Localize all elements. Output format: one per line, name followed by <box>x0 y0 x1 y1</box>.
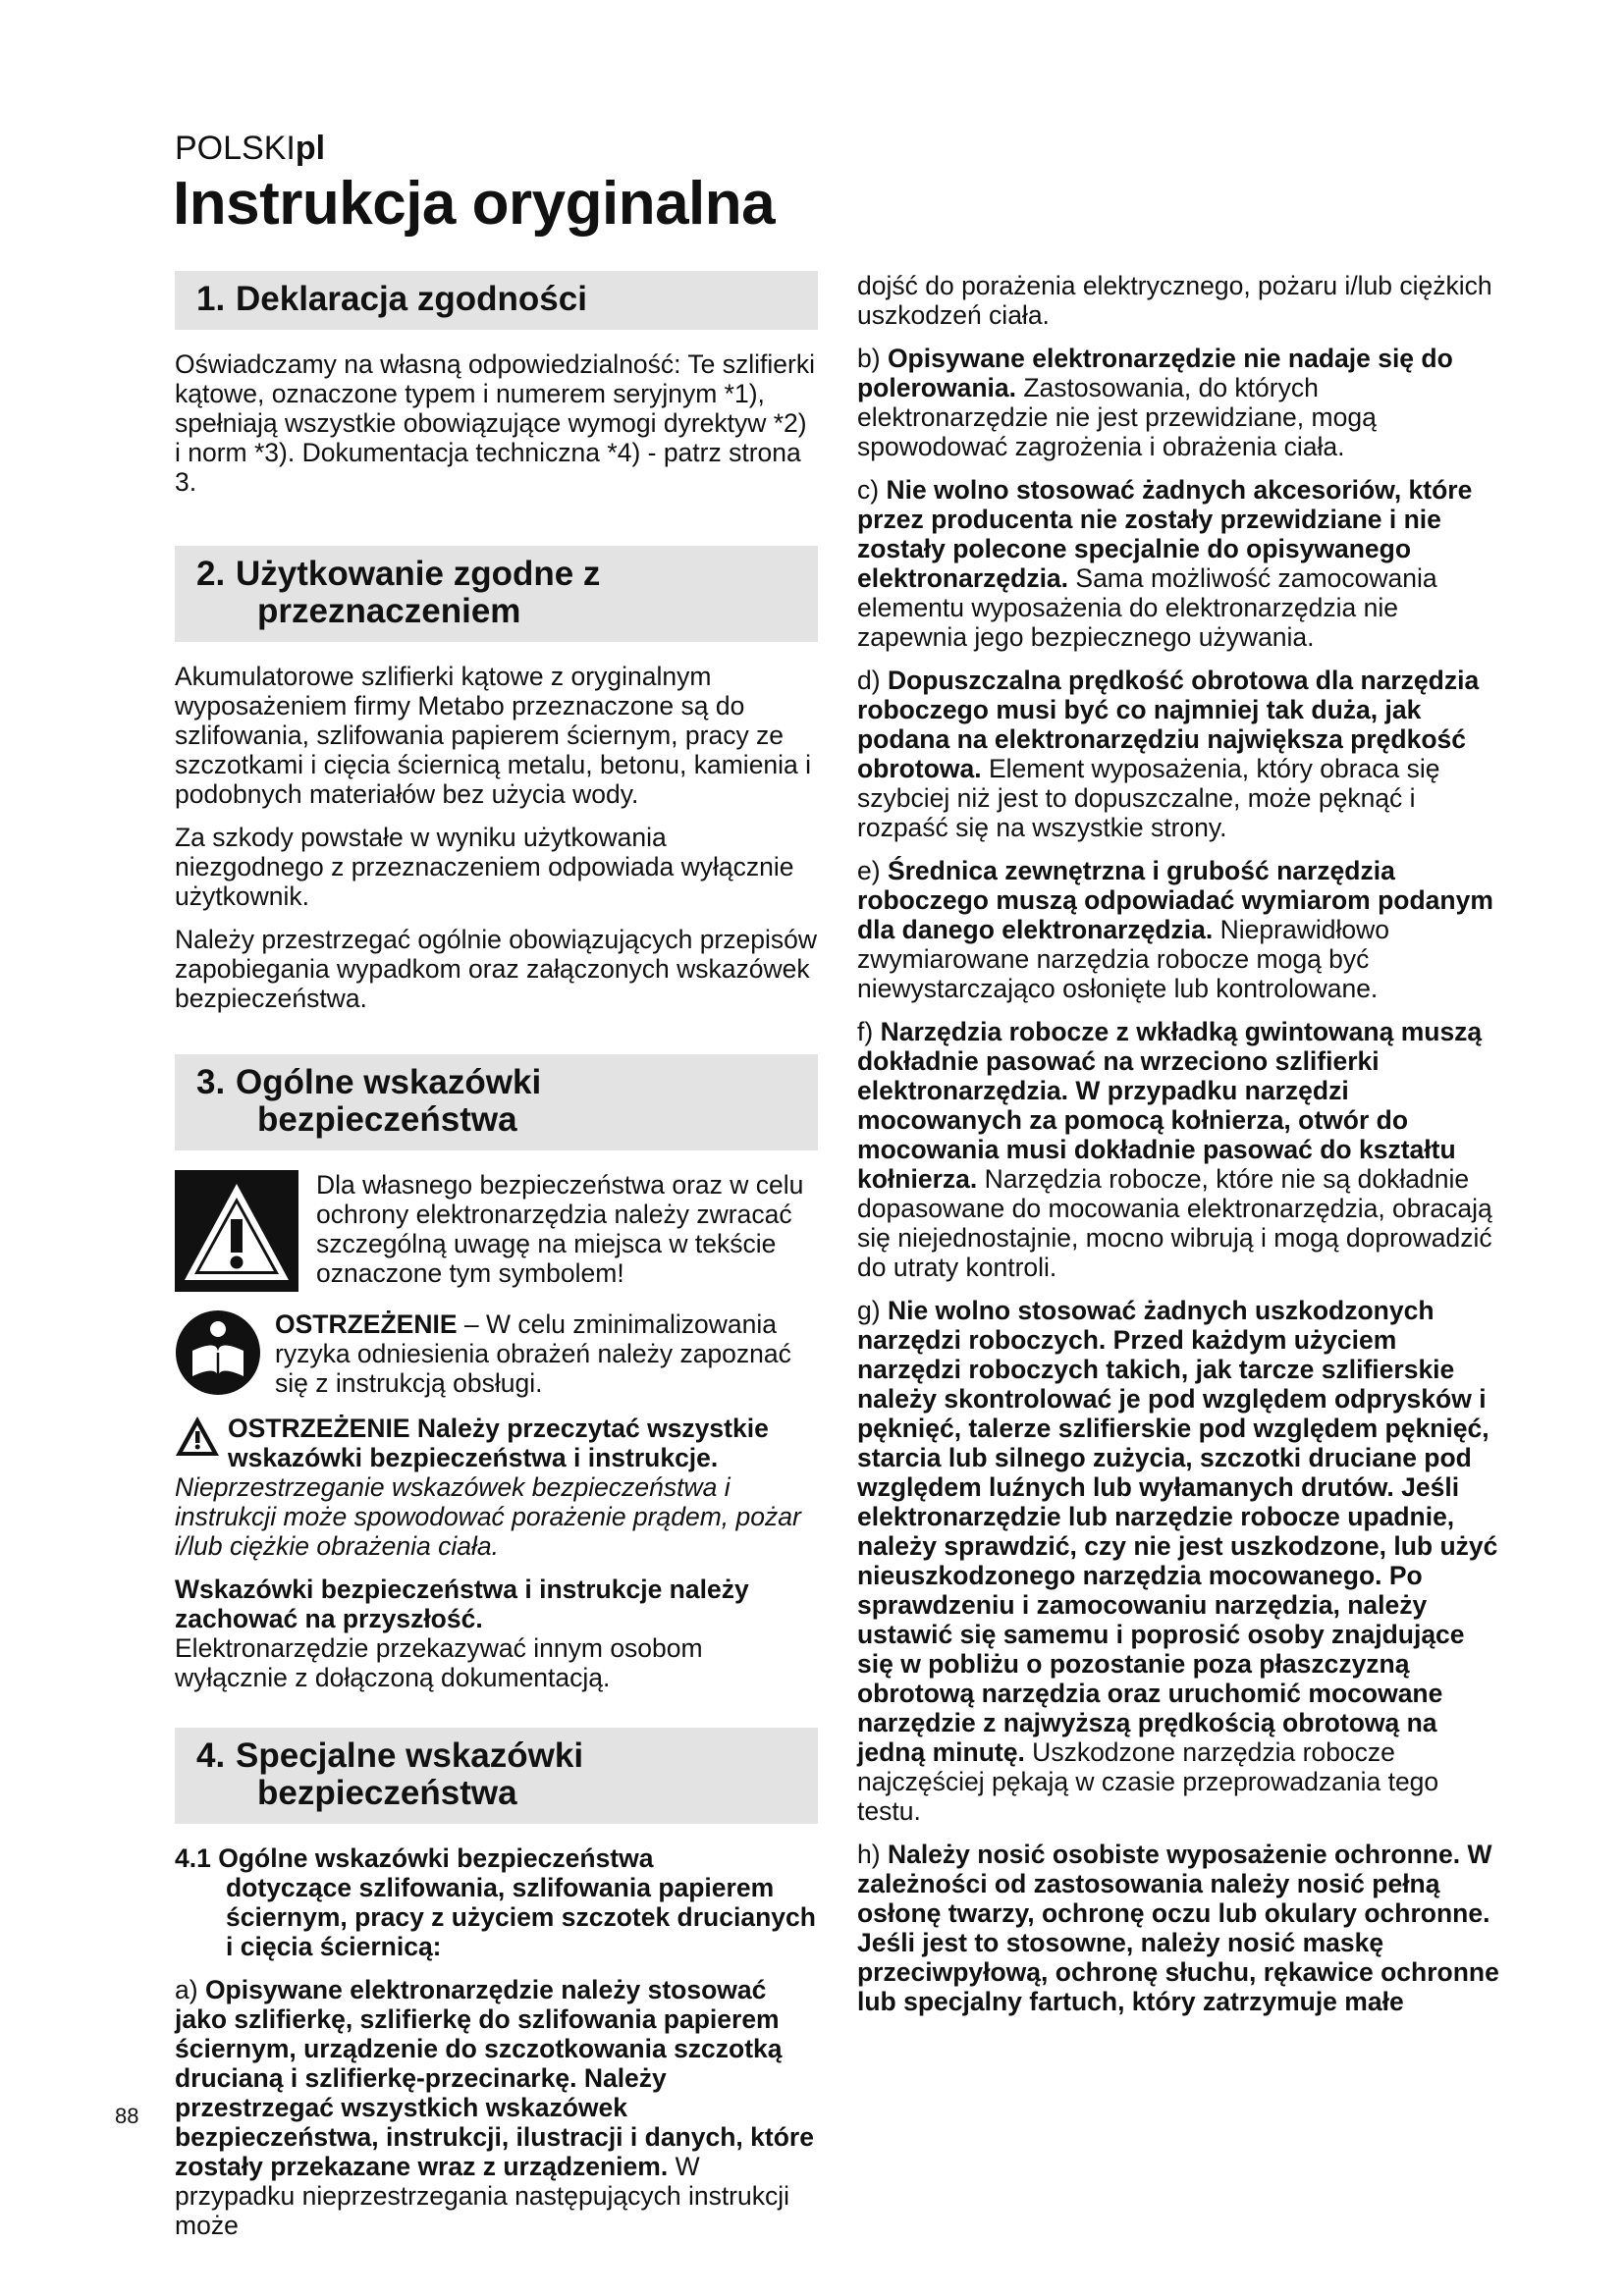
item-f-label: f) <box>857 1017 881 1046</box>
subsection-4-1-number: 4.1 <box>175 1843 211 1873</box>
read-manual-note <box>175 1309 818 1402</box>
item-c <box>857 475 1505 652</box>
read-manual-warning-label: OSTRZEŻENIE <box>275 1309 458 1339</box>
section-4-header <box>175 1728 818 1824</box>
section-2-header <box>175 546 818 642</box>
language-code: pl <box>295 130 326 167</box>
item-e <box>857 856 1505 1003</box>
item-e-bold: Średnica zewnętrzna i grubość narzędzia roboczego muszą odpowiadać wymiarom podanym dla danego elektronarzędzia. <box>857 856 1493 944</box>
item-b-bold: Opisywane elektronarzędzie nie nadaje się do polerowania. <box>857 344 1453 402</box>
language-name: POLSKI <box>175 130 296 167</box>
section-3-number: 3. <box>196 1063 226 1101</box>
item-c-bold: Nie wolno stosować żadnych akcesoriów, które przez producenta nie zostały przewidziane i nie zostały polecone specjalnie do opisywanego elektronarzędzia. <box>857 475 1473 593</box>
item-g-label: g) <box>857 1296 888 1325</box>
item-b <box>857 344 1505 461</box>
item-a-text: W przypadku nieprzestrzegania następujących instrukcji może <box>175 2152 790 2240</box>
item-h <box>857 1840 1505 2016</box>
item-h-label: h) <box>857 1840 888 1869</box>
right-column <box>857 271 1505 2030</box>
item-a-bold: Opisywane elektronarzędzie należy stosować jako szlifierkę, szlifierkę do szlifowania papierem ściernym, urządzenie do szczotkowania szczotką drucianą i szlifierkę-przecinarkę. Należy przestrzegać wszystkich wskazówek bezpieczeństwa, instrukcji, ilustracji i danych, które zostały przekazane wraz z urządzeniem. <box>175 1975 814 2181</box>
section-3-title-line1: Ogólne wskazówki <box>236 1063 542 1101</box>
section-1-number: 1. <box>196 280 226 318</box>
page-number: 88 <box>115 2104 139 2128</box>
item-f-bold: Narzędzia robocze z wkładką gwintowaną muszą dokładnie pasować na wrzeciono szlifierki elektronarzędzia. W przypadku narzędzi mocowanych za pomocą kołnierza, otwór do mocowania musi dokładnie pasować do kształtu kołnierza. <box>857 1017 1483 1194</box>
item-e-text: Nieprawidłowo zwymiarowane narzędzia robocze mogą być niewystarczająco osłonięte lub kontrolowane. <box>857 915 1389 1003</box>
item-e-label: e) <box>857 856 888 885</box>
section-3-title-line2: bezpieczeństwa <box>257 1100 517 1139</box>
item-d-bold: Dopuszczalna prędkość obrotowa dla narzędzia roboczego musi być co najmniej tak duża, jak podana na elektronarzędziu największa prędkość obrotowa. <box>857 666 1480 783</box>
item-g-bold: Nie wolno stosować żadnych uszkodzonych narzędzi roboczych. Przed każdym użyciem narzędzi roboczych takich, jak tarcze szlifierskie należy skontrolować je pod względem odprysków i pęknięć, talerze szlifierskie pod względem pęknięć, starcia lub silnego zużycia, szczotki druciane pod względem luźnych lub wyłamanych drutów. Jeśli elektronarzędzie lub narzędzie robocze upadnie, należy sprawdzić, czy nie jest uszkodzone, lub użyć nieuszkodzonego narzędzia mocowanego. Po sprawdzeniu i zamocowaniu narzędzia, należy ustawić się samemu i poprosić osoby znajdujące się w pobliżu o pozostanie poza płaszczyzną obrotową narzędzia oraz uruchomić mocowane narzędzie z najwyższą prędkością obrotową na jedną minutę. <box>857 1296 1498 1767</box>
warning-symbol-note <box>175 1170 818 1298</box>
page-title: Instrukcja oryginalna <box>173 170 776 238</box>
item-f-text: Narzędzia robocze, które nie są dokładnie dopasowane do mocowania elektronarzędzia, obracają się niejednostajnie, mocno wibrują i mogą doprowadzić do utraty kontroli. <box>857 1164 1492 1282</box>
section-1-text: Oświadczamy na własną odpowiedzialność: Te szlifierki kątowe, oznaczone typem i numerem seryjnym *1), spełniają wszystkie obowiązujące wymogi dyrektyw *2) i norm *3). Dokumentacja techniczna *4) - patrz strona 3. <box>175 349 815 497</box>
item-b-label: b) <box>857 344 888 373</box>
section-2-title-line2: przeznaczeniem <box>257 592 521 630</box>
item-f <box>857 1017 1505 1282</box>
item-a <box>175 1975 818 2240</box>
item-c-label: c) <box>857 475 887 505</box>
section-1-header <box>175 271 818 330</box>
language-label <box>175 130 325 168</box>
item-h-bold: Należy nosić osobiste wyposażenie ochronne. W zależności od zastosowania należy nosić pełną osłonę twarzy, ochronę oczu lub okulary ochronne. Jeśli jest to stosowne, należy nosić maskę przeciwpyłową, ochronę słuchu, rękawice ochronne lub specjalny fartuch, który zatrzymuje małe <box>857 1840 1499 2016</box>
item-a-label: a) <box>175 1975 205 2004</box>
warning-note-text: Dla własnego bezpieczeństwa oraz w celu ochrony elektronarzędzia należy zwracać szczególną uwagę na miejsca w tekście oznaczone tym symbolem! <box>316 1170 804 1288</box>
item-d-label: d) <box>857 666 888 695</box>
read-all-instructions-bold: OSTRZEŻENIE Należy przeczytać wszystkie wskazówki bezpieczeństwa i instrukcje. <box>228 1414 769 1472</box>
section-4-number: 4. <box>196 1736 226 1775</box>
section-2-paragraph-1: Akumulatorowe szlifierki kątowe z oryginalnym wyposażeniem firmy Metabo przeznaczone są do szlifowania, szlifowania papierem ściernym, pracy ze szczotkami i cięcia ściernicą metalu, betonu, kamienia i podobnych materiałów bez użycia wody. <box>175 662 812 809</box>
left-column <box>175 271 818 2254</box>
subsection-4-1-line1: Ogólne wskazówki bezpieczeństwa <box>218 1843 654 1873</box>
section-3-header <box>175 1054 818 1150</box>
section-4-title-line2: bezpieczeństwa <box>257 1774 517 1812</box>
read-all-instructions-italic: Nieprzestrzeganie wskazówek bezpieczeństwa i instrukcji może spowodować porażenie prądem, pożar i/lub ciężkie obrażenia ciała. <box>175 1472 801 1561</box>
item-g-text: Uszkodzone narzędzia robocze najczęściej pękają w czasie przeprowadzania tego testu. <box>857 1737 1439 1826</box>
section-2-title-line1: Użytkowanie zgodne z <box>236 555 601 593</box>
keep-instructions-text: Elektronarzędzie przekazywać innym osobom wyłącznie z dołączoną dokumentacją. <box>175 1633 703 1692</box>
read-manual-icon <box>175 1309 261 1402</box>
item-c-text: Sama możliwość zamocowania elementu wyposażenia do elektronarzędzia nie zapewnia jego bezpiecznego używania. <box>857 563 1437 652</box>
section-2-paragraph-3: Należy przestrzegać ogólnie obowiązujących przepisów zapobiegania wypadkom oraz załączonych wskazówek bezpieczeństwa. <box>175 925 817 1013</box>
item-b-text: Zastosowania, do których elektronarzędzie nie jest przewidziane, mogą spowodować zagrożenia i obrażenia ciała. <box>857 373 1377 461</box>
section-1-title: Deklaracja zgodności <box>236 280 587 318</box>
section-2-number: 2. <box>196 555 226 593</box>
subsection-4-1-rest: dotyczące szlifowania, szlifowania papierem ściernym, pracy z użyciem szczotek drucianych i cięcia ściernicą: <box>226 1873 816 1961</box>
keep-instructions <box>175 1575 818 1692</box>
warning-triangle-small-icon <box>175 1415 220 1463</box>
read-manual-warning-text: – W celu zminimalizowania ryzyka odniesienia obrażeń należy zapoznać się z instrukcją obsługi. <box>275 1309 791 1398</box>
read-manual-text <box>261 1309 818 1398</box>
item-a-continuation: dojść do porażenia elektrycznego, pożaru i/lub ciężkich uszkodzeń ciała. <box>857 271 1492 330</box>
read-all-instructions <box>175 1414 818 1561</box>
item-d <box>857 666 1505 842</box>
warning-triangle-icon <box>175 1170 298 1298</box>
keep-instructions-bold: Wskazówki bezpieczeństwa i instrukcje należy zachować na przyszłość. <box>175 1575 749 1633</box>
item-d-text: Element wyposażenia, który obraca się szybciej niż jest to dopuszczalne, może pęknąć i rozpaść się na wszystkie strony. <box>857 754 1440 842</box>
item-g <box>857 1296 1505 1826</box>
section-2-paragraph-2: Za szkody powstałe w wyniku użytkowania niezgodnego z przeznaczeniem odpowiada wyłącznie użytkownik. <box>175 823 794 911</box>
section-4-title-line1: Specjalne wskazówki <box>236 1736 584 1775</box>
subsection-4-1-title <box>175 1843 818 1961</box>
